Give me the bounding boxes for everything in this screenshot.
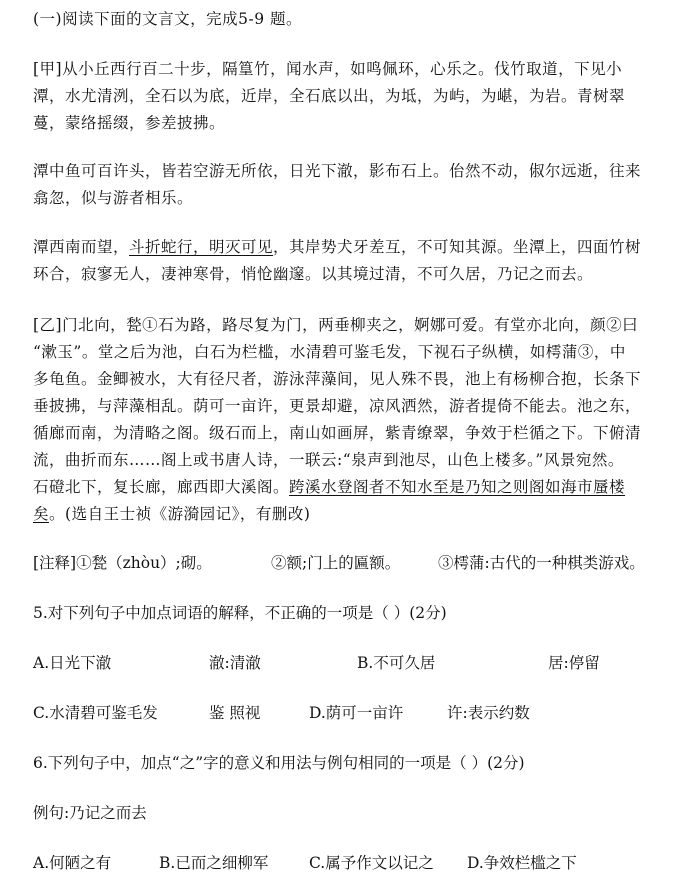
heading-text: (一)阅读下面的文言文，完成5-9 题。 bbox=[33, 10, 302, 28]
passage-line: [甲]从小丘西行百二十步，隔篁竹，闻水声，如鸣佩环，心乐之。伐竹取道，下见小 bbox=[33, 60, 623, 78]
option-c: C.属予作文以记之 bbox=[309, 854, 434, 872]
text-segment: 石磴北下，复长廊，廊西即大溪阁。 bbox=[33, 478, 290, 496]
underlined-phrase: 斗折蛇行，明灭可见 bbox=[129, 238, 274, 256]
passage-jia bbox=[33, 56, 680, 137]
passage-line: 流，曲折而东……阁上或书唐人诗，一联云:“泉声到池尽，山色上楼多。”风景宛然。 bbox=[33, 451, 624, 469]
passage-line: “漱玉”。堂之后为池，白石为栏槛，水清碧可鉴毛发，下视石子纵横，如樗蒲③，中 bbox=[33, 343, 626, 361]
section-heading bbox=[33, 6, 680, 33]
option-c: C.水清碧可鉴毛发 bbox=[33, 704, 158, 722]
text-segment: 潭西南而望， bbox=[33, 238, 130, 256]
passage-yi bbox=[33, 312, 680, 528]
note-2: ②额;门上的匾额。 bbox=[271, 554, 401, 572]
question-6-stem bbox=[33, 750, 680, 777]
example-sentence: 例句:乃记之而去 bbox=[33, 804, 147, 822]
source-citation: 。(选自王士祯《游漪园记》，有删改) bbox=[49, 505, 311, 523]
option-b-gloss: 居:停留 bbox=[548, 654, 600, 672]
option-a-gloss: 澈:清澈 bbox=[209, 654, 261, 672]
option-c-gloss: 鉴 照视 bbox=[209, 704, 261, 722]
option-d: D.争效栏槛之下 bbox=[467, 854, 577, 872]
question-text: 6.下列句子中，加点“之”字的意义和用法与例句相同的一项是（ ）(2分) bbox=[33, 754, 525, 772]
question-5-stem bbox=[33, 600, 680, 627]
passage-line: 潭中鱼可百许头，皆若空游无所依，日光下澈，影布石上。佁然不动，俶尔远逝，往来 bbox=[33, 162, 642, 180]
option-a: A.何陋之有 bbox=[33, 854, 112, 872]
passage-line: 循廊而南，为清略之阁。级石而上，南山如画屏，紫青缭翠，争效于栏循之下。下俯清 bbox=[33, 424, 642, 442]
option-b: B.不可久居 bbox=[357, 654, 436, 672]
passage-line: 蔓，蒙络摇缀，参差披拂。 bbox=[33, 114, 226, 132]
passage-line: 多龟鱼。金鲫被水，大有径尺者，游泳萍藻间，见人殊不畏，池上有杨柳合抱，长条下 bbox=[33, 370, 642, 388]
option-a: A.日光下澈 bbox=[33, 654, 112, 672]
text-segment: ，其岸势犬牙差互，不可知其源。坐潭上，四面竹树 bbox=[273, 238, 642, 256]
passage-line: 垂披拂，与萍藻相乱。荫可一亩许，更景却避，凉风洒然，游者提倚不能去。池之东， bbox=[33, 397, 642, 415]
underlined-sentence: 跨溪水登阁者不知水至是乃知之则阁如海市蜃楼 bbox=[289, 478, 626, 496]
passage-line bbox=[33, 234, 680, 261]
passage-line bbox=[33, 501, 680, 528]
passage-line: [乙]门北向，甃①石为路，路尽复为门，两垂柳夹之，婀娜可爱。有堂亦北向，颜②曰 bbox=[33, 316, 639, 334]
passage-line: 翕忽，似与游者相乐。 bbox=[33, 189, 194, 207]
notes bbox=[33, 550, 680, 577]
option-b: B.已而之细柳军 bbox=[159, 854, 269, 872]
option-d: D.荫可一亩许 bbox=[309, 704, 404, 722]
question-5-options-ab bbox=[33, 650, 680, 677]
passage-line bbox=[33, 474, 680, 501]
question-6-example bbox=[33, 800, 680, 827]
passage-line: 潭，水尤清洌，全石以为底，近岸，全石底以出，为坻，为屿，为嵁，为岩。青树翠 bbox=[33, 87, 626, 105]
note-1: [注释]①甃（zhòu）;砌。 bbox=[33, 554, 212, 572]
passage-fish bbox=[33, 158, 680, 212]
passage-west bbox=[33, 234, 680, 288]
option-d-gloss: 许:表示约数 bbox=[447, 704, 530, 722]
question-text: 5.对下列句子中加点词语的解释，不正确的一项是（ ）(2分) bbox=[33, 604, 447, 622]
note-3: ③樗蒲:古代的一种棋类游戏。 bbox=[438, 554, 645, 572]
passage-line: 环合，寂寥无人，凄神寒骨，悄怆幽邃。以其境过清，不可久居，乃记之而去。 bbox=[33, 265, 594, 283]
question-5-options-cd bbox=[33, 700, 680, 727]
question-6-options bbox=[33, 850, 680, 877]
underlined-sentence: 矣 bbox=[33, 505, 50, 523]
